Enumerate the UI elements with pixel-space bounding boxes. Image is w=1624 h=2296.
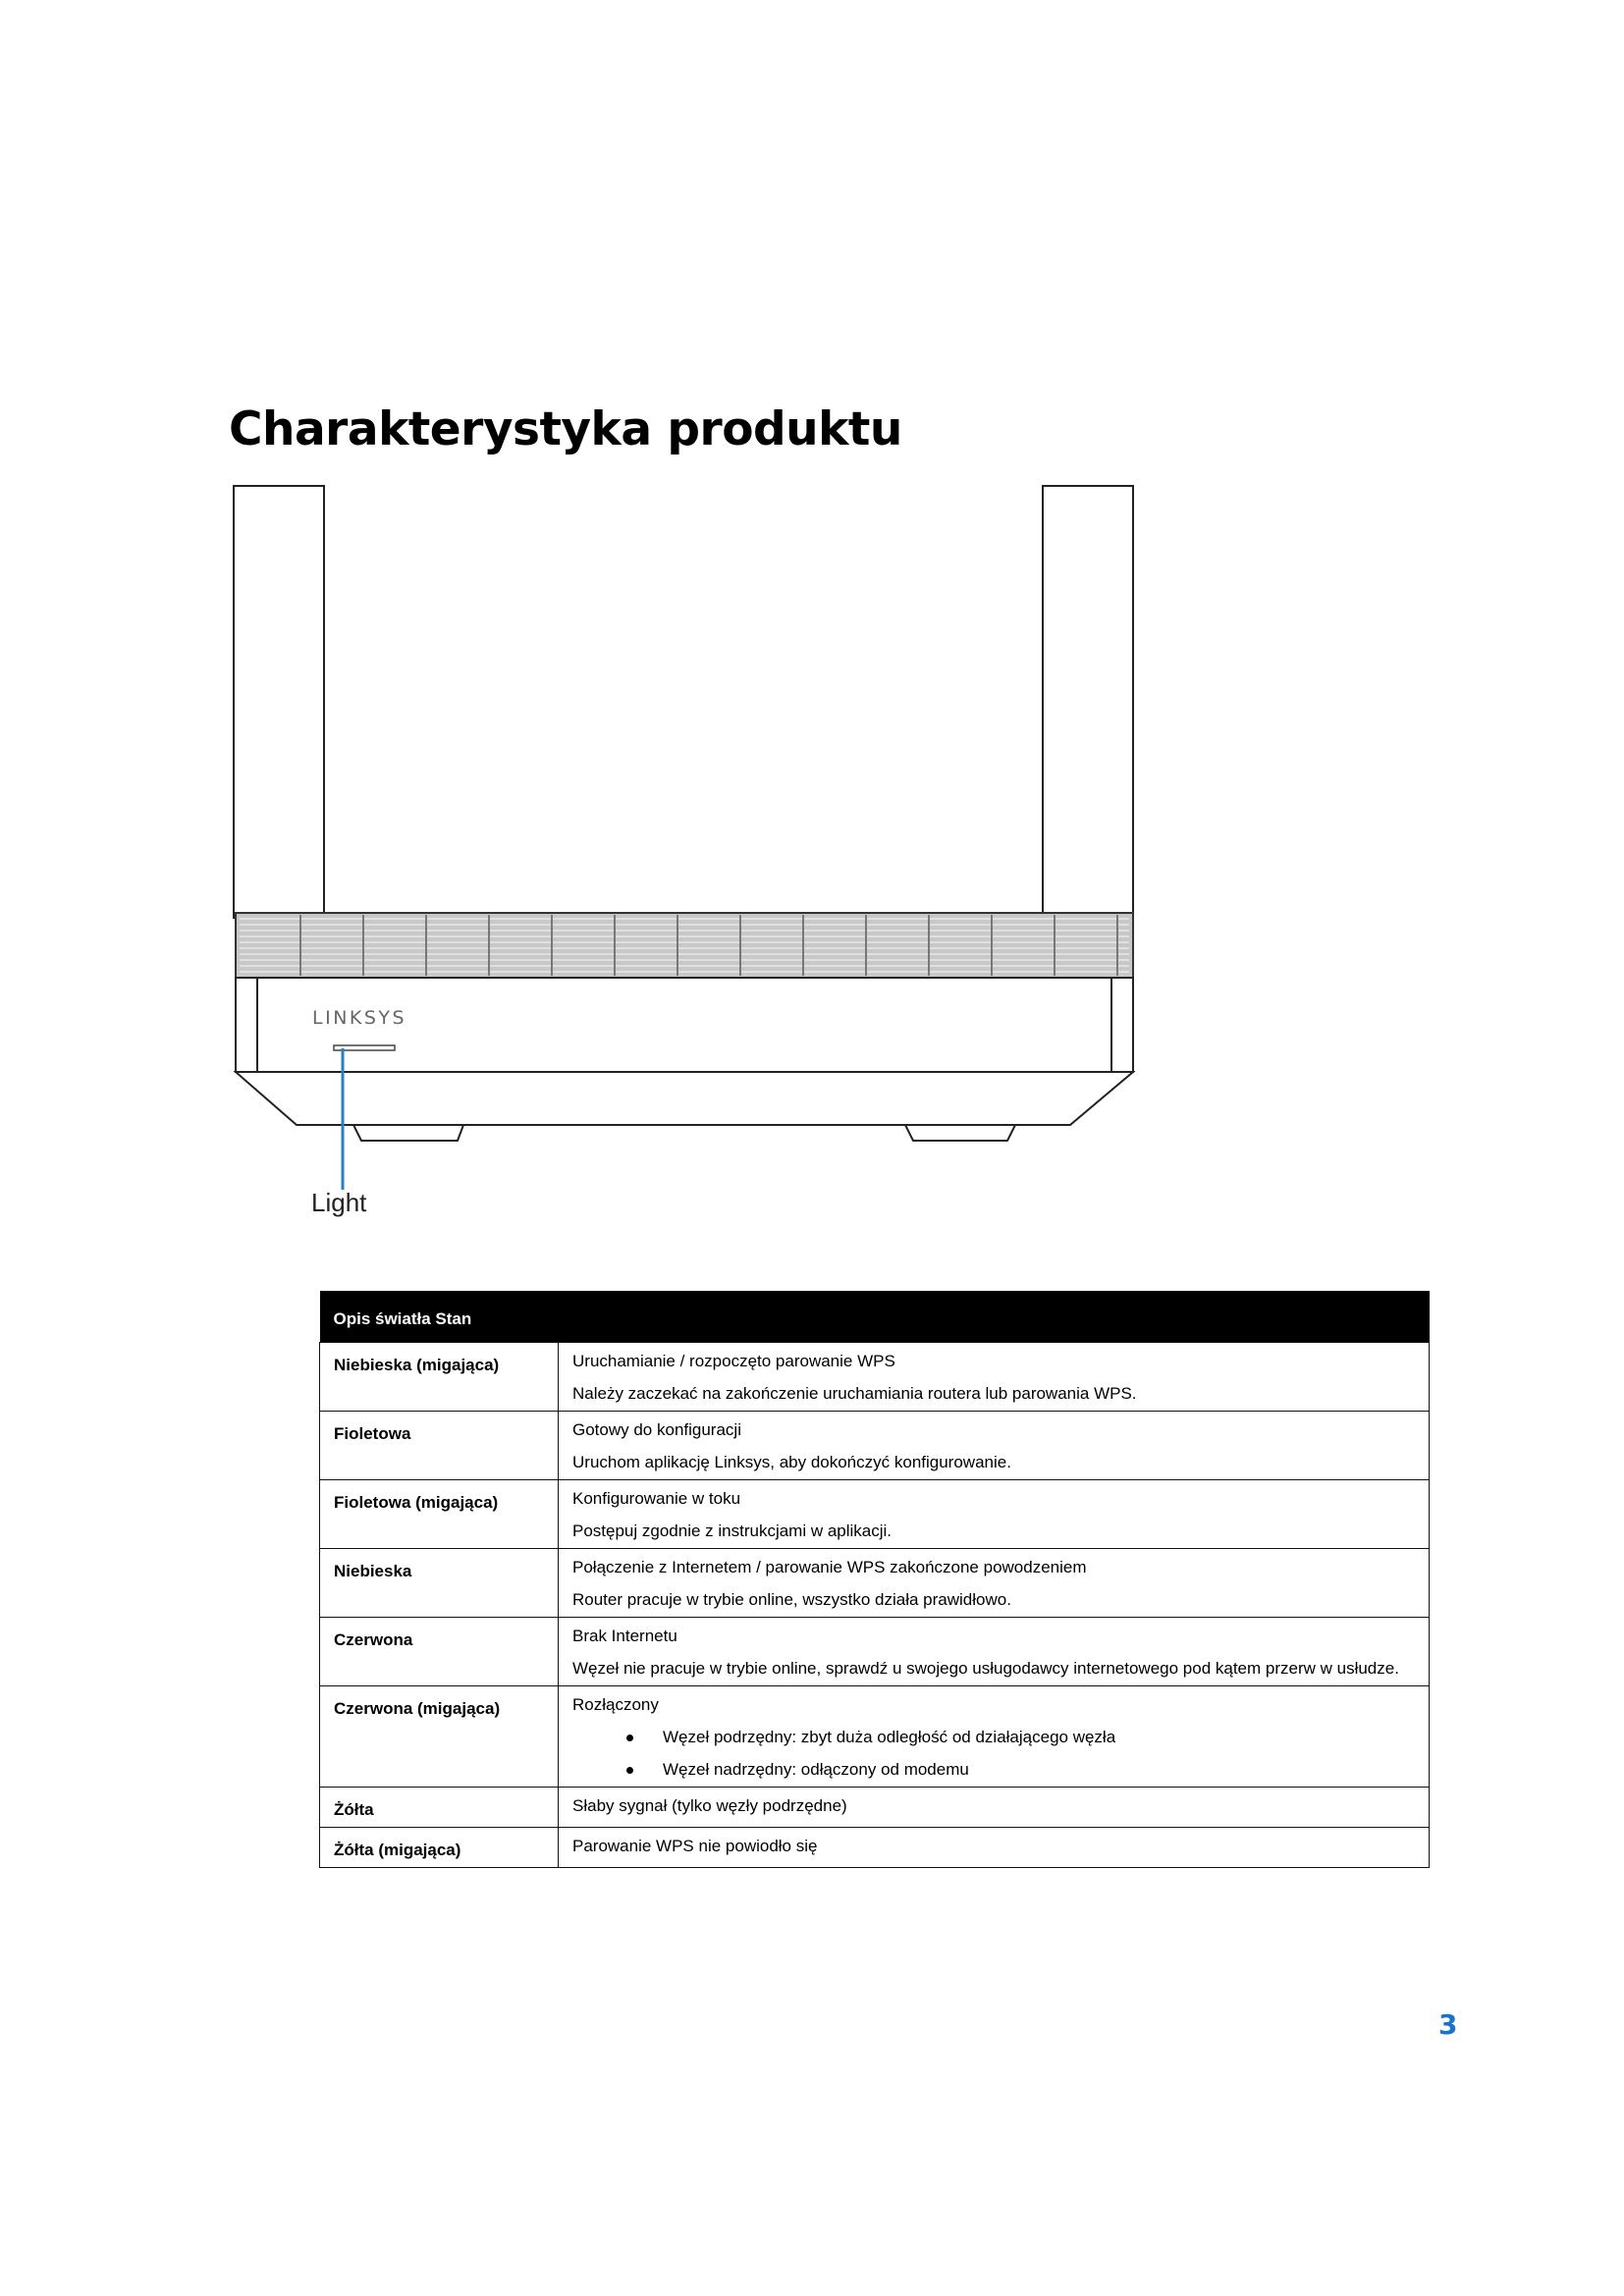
table-row: [320, 1618, 1430, 1686]
page-number: 3: [1438, 2008, 1458, 2041]
status-cell: [559, 1828, 1430, 1868]
status-bullet: Węzeł nadrzędny: odłączony od modemu: [572, 1759, 1415, 1781]
left-antenna: [234, 486, 324, 918]
light-color-cell: Żółta: [320, 1788, 559, 1828]
table-row: [320, 1686, 1430, 1788]
table-header: Opis światła Stan: [320, 1291, 1430, 1343]
status-title: Gotowy do konfiguracji: [572, 1420, 741, 1439]
table-row: [320, 1480, 1430, 1549]
status-title: Rozłączony: [572, 1695, 659, 1714]
status-detail: Należy zaczekać na zakończenie uruchamiania routera lub parowania WPS.: [572, 1384, 1137, 1403]
light-color-cell: Fioletowa: [320, 1412, 559, 1480]
router-base: [236, 1072, 1133, 1125]
status-cell: [559, 1412, 1430, 1480]
right-antenna: [1043, 486, 1133, 918]
table-header-row: [320, 1291, 1430, 1343]
light-color-cell: Czerwona: [320, 1618, 559, 1686]
light-color-cell: Czerwona (migająca): [320, 1686, 559, 1788]
right-foot: [905, 1125, 1015, 1141]
status-title: Brak Internetu: [572, 1627, 677, 1645]
status-cell: [559, 1343, 1430, 1412]
table-row: [320, 1788, 1430, 1828]
led-status-table: [319, 1291, 1430, 1868]
status-cell: [559, 1686, 1430, 1788]
table-row: [320, 1343, 1430, 1412]
light-color-cell: Fioletowa (migająca): [320, 1480, 559, 1549]
table-row: [320, 1412, 1430, 1480]
status-detail: Router pracuje w trybie online, wszystko działa prawidłowo.: [572, 1590, 1011, 1609]
status-detail: Węzeł nie pracuje w trybie online, sprawdź u swojego usługodawcy internetowego pod kątem przerw w usłudze.: [572, 1659, 1399, 1678]
status-detail: Uruchom aplikację Linksys, aby dokończyć konfigurowanie.: [572, 1453, 1011, 1471]
status-title: Słaby sygnał (tylko węzły podrzędne): [572, 1796, 847, 1815]
status-title: Połączenie z Internetem / parowanie WPS zakończone powodzeniem: [572, 1558, 1087, 1576]
light-color-cell: Niebieska: [320, 1549, 559, 1618]
left-foot: [353, 1125, 463, 1141]
status-cell: [559, 1618, 1430, 1686]
light-color-cell: Żółta (migająca): [320, 1828, 559, 1868]
vent-grille: [236, 913, 1133, 978]
status-title: Uruchamianie / rozpoczęto parowanie WPS: [572, 1352, 895, 1370]
brand-logo: LINKSYS: [312, 1007, 407, 1029]
status-title: Konfigurowanie w toku: [572, 1489, 741, 1508]
light-color-cell: Niebieska (migająca): [320, 1343, 559, 1412]
status-cell: [559, 1549, 1430, 1618]
table-row: [320, 1828, 1430, 1868]
table-row: [320, 1549, 1430, 1618]
status-title: Parowanie WPS nie powiodło się: [572, 1837, 818, 1855]
page-title: Charakterystyka produktu: [229, 402, 902, 456]
light-callout-label: Light: [311, 1188, 367, 1217]
status-bullet: Węzeł podrzędny: zbyt duża odległość od działającego węzła: [572, 1727, 1415, 1748]
status-cell: [559, 1480, 1430, 1549]
status-detail: Postępuj zgodnie z instrukcjami w aplikacji.: [572, 1522, 893, 1540]
status-cell: [559, 1788, 1430, 1828]
